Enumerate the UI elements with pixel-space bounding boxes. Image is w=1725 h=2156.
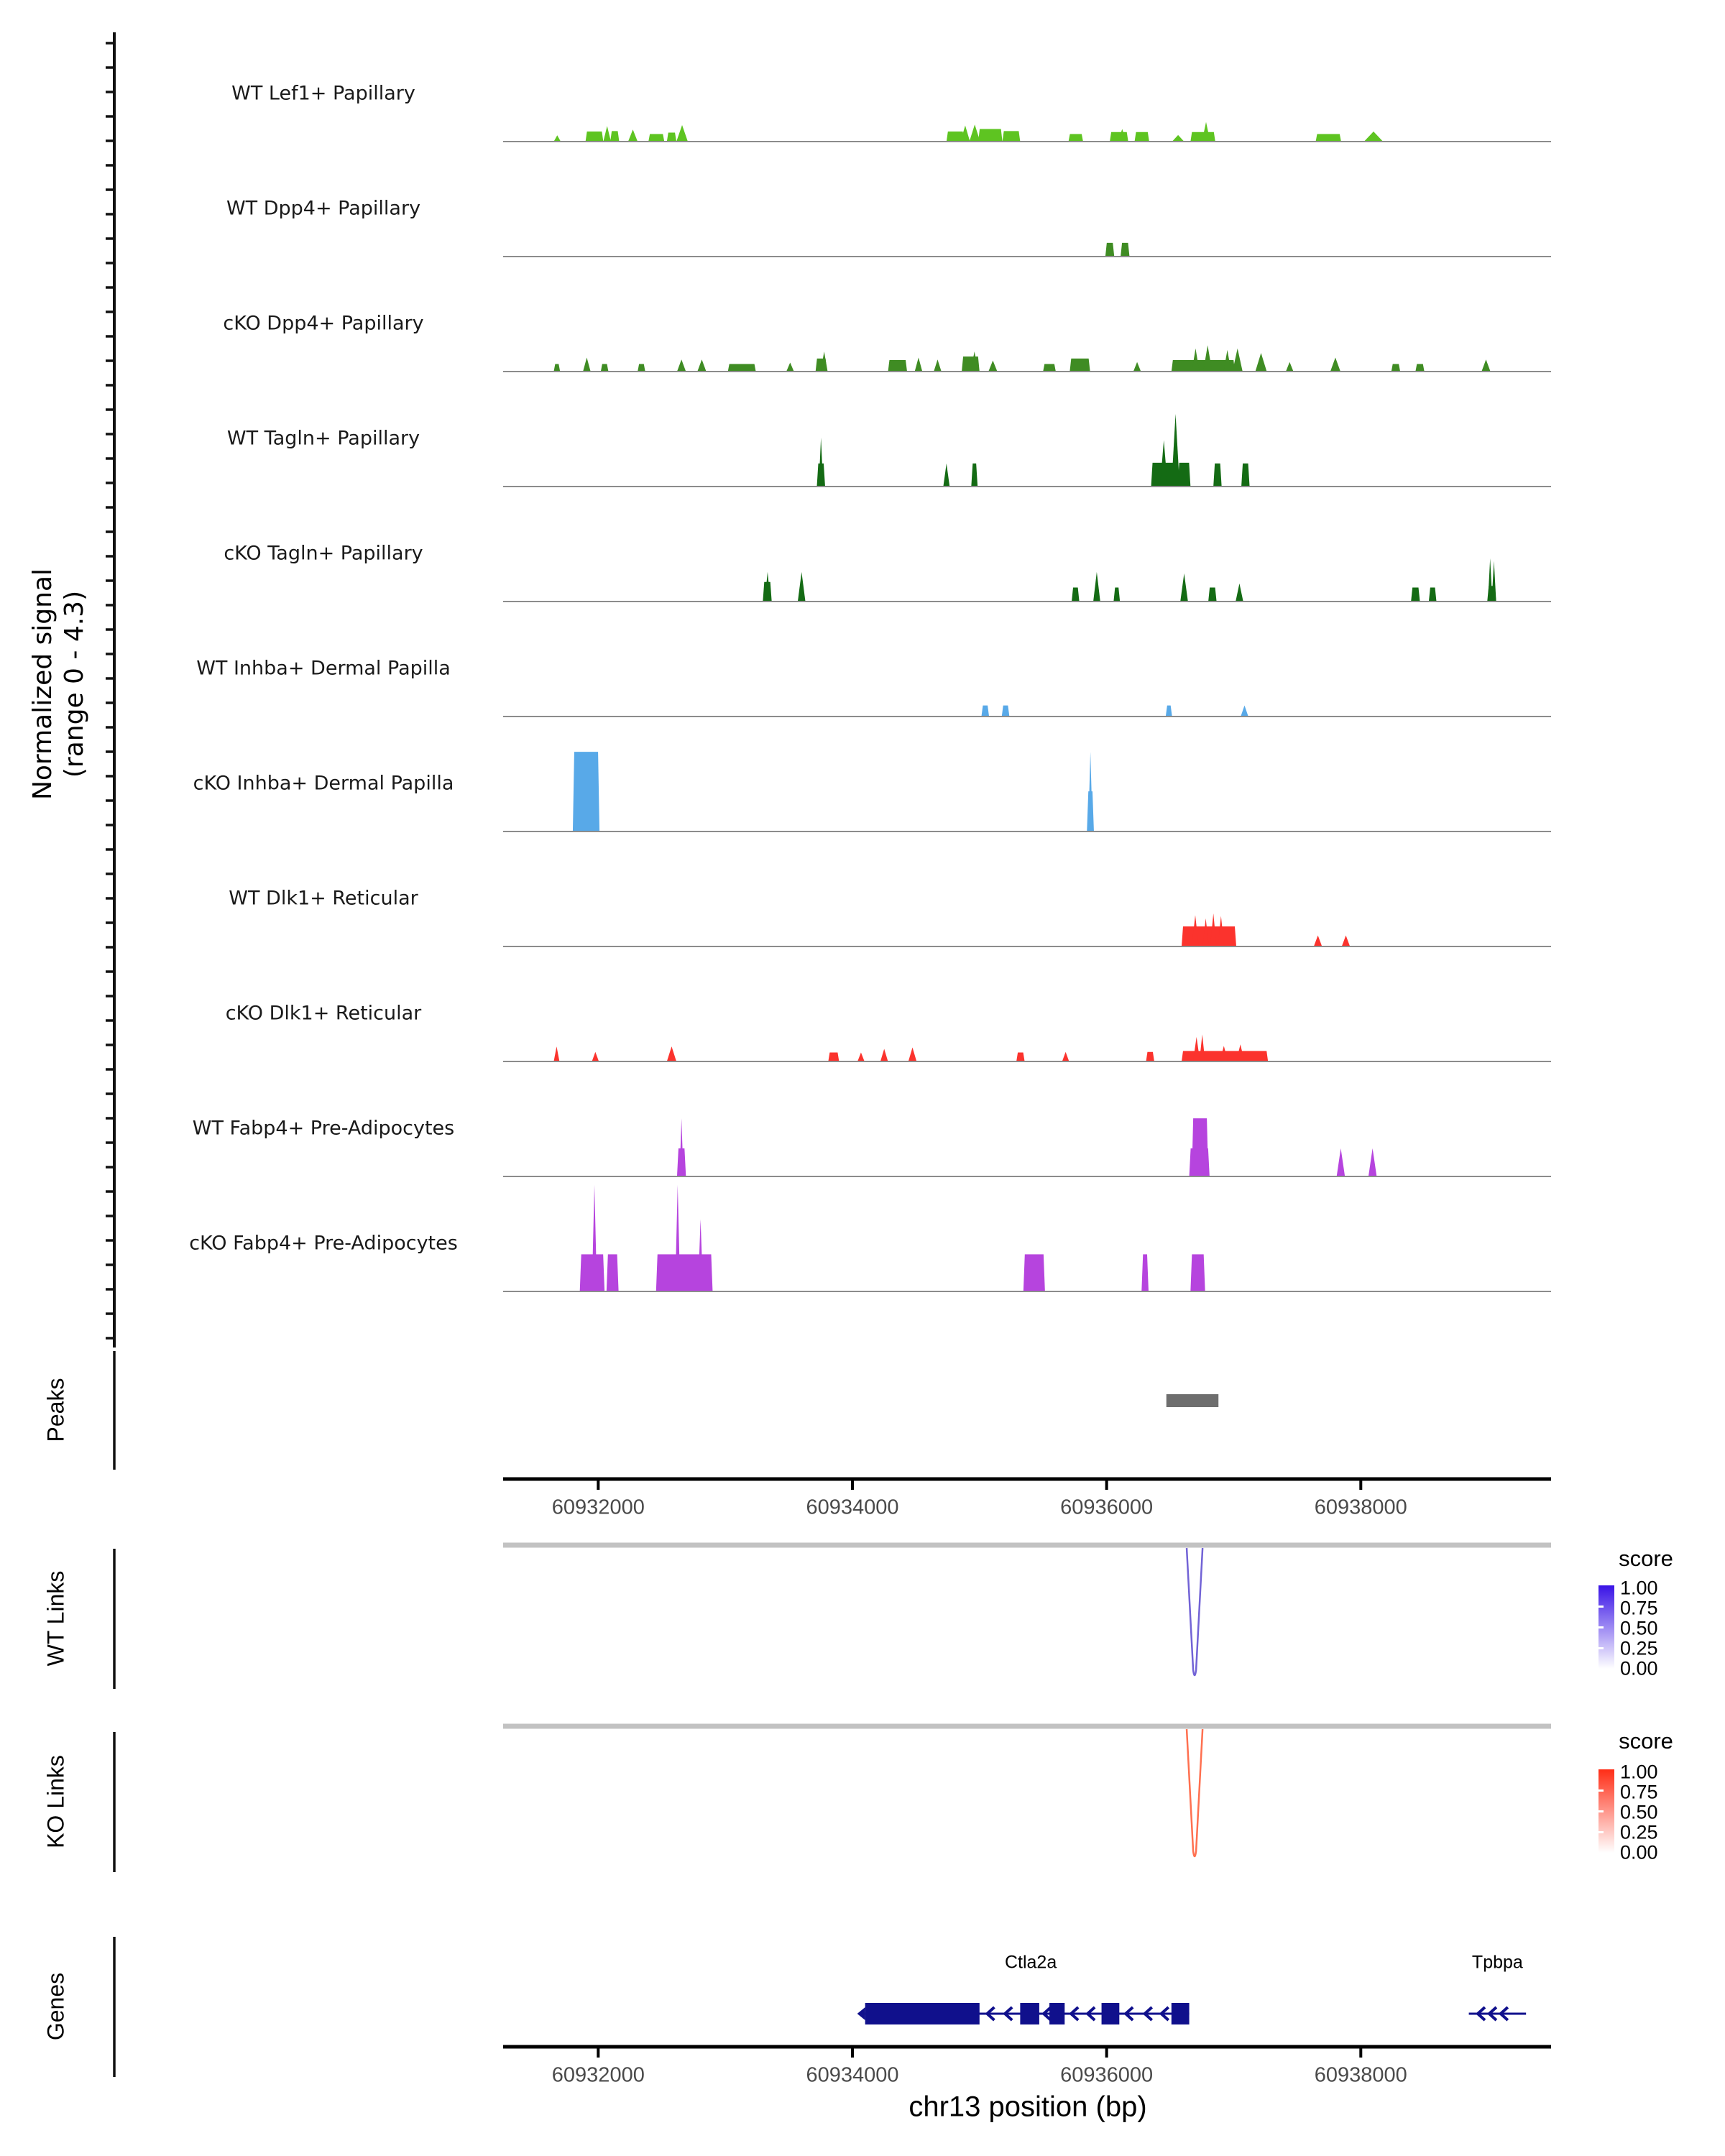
signal-peak [1491, 561, 1496, 602]
legend-wt-values-label-2: 0.50 [1620, 1617, 1658, 1639]
signal-track-7 [1182, 913, 1350, 946]
signal-peak [1342, 936, 1350, 946]
signal-peak [970, 124, 980, 142]
signal-peak [628, 129, 638, 142]
signal-peak [1182, 926, 1236, 946]
signal-track-6 [573, 752, 1094, 831]
signal-peak [1337, 1148, 1345, 1176]
signal-peak [697, 359, 706, 372]
legend-wt-values-label-0: 1.00 [1620, 1577, 1658, 1599]
signal-peak [607, 1254, 619, 1291]
signal-peak [1488, 558, 1492, 602]
peaks-axis-tick-label-2: 60936000 [1060, 1496, 1154, 1519]
signal-peak [888, 360, 907, 372]
signal-peak [586, 132, 604, 142]
signal-peak [978, 129, 1003, 142]
gene-label-ctla2a: Ctla2a [1004, 1952, 1057, 1973]
signal-peak [1024, 1254, 1045, 1291]
signal-peak [1133, 362, 1141, 372]
signal-peak [857, 1052, 865, 1061]
legend-wt-title: score [1619, 1546, 1673, 1571]
signal-peak [1208, 587, 1216, 602]
signal-peak [1213, 464, 1221, 487]
legend-gradient-tick [1598, 1831, 1604, 1833]
signal-peak [728, 364, 756, 372]
signal-peak [880, 1049, 888, 1061]
bottom-axis-tick-label-0: 60932000 [551, 2063, 645, 2087]
signal-track-10 [580, 1185, 1205, 1291]
bottom-axis-tick-label-1: 60934000 [806, 2063, 899, 2087]
signal-track-3 [816, 414, 1249, 487]
track-label-3: WT Tagln+ Papillary [226, 427, 420, 450]
signal-peak [943, 464, 949, 487]
legend-ko-values-label-2: 0.50 [1620, 1801, 1658, 1823]
section-label-wt-links: WT Links [42, 1570, 69, 1667]
y-axis-label [27, 568, 91, 800]
signal-peak [1113, 587, 1120, 602]
legend-wt-values-label-3: 0.25 [1620, 1637, 1658, 1659]
signal-peak [1316, 134, 1341, 142]
signal-peak [677, 359, 686, 372]
signal-peak [934, 359, 942, 372]
signal-peak [1411, 587, 1420, 602]
signal-peak [786, 362, 794, 372]
signal-peak [1241, 464, 1249, 487]
signal-peak [583, 357, 591, 372]
signal-peak [988, 361, 997, 372]
signal-track-9 [677, 1118, 1376, 1176]
signal-peak [1172, 135, 1184, 142]
legend-gradient-tick [1598, 1789, 1604, 1792]
signal-peak [592, 1052, 599, 1061]
signal-track-2 [553, 345, 1490, 372]
signal-peak [676, 125, 688, 142]
gene-direction-tip [857, 2007, 865, 2020]
track-label-6: cKO Inhba+ Dermal Papilla [193, 772, 454, 795]
signal-peak [675, 1185, 680, 1291]
signal-peak [1314, 936, 1322, 946]
signal-peak [1069, 134, 1083, 142]
legend-ko-values-label-4: 0.00 [1620, 1841, 1658, 1864]
signal-peak [1043, 364, 1056, 372]
bottom-axis-tick-label-2: 60936000 [1060, 2063, 1154, 2087]
signal-peak [1002, 706, 1010, 717]
signal-peak [553, 1046, 559, 1061]
signal-peak [971, 464, 978, 487]
section-label-ko-links: KO Links [42, 1755, 69, 1848]
legend-gradient-tick [1598, 1810, 1604, 1812]
signal-peak [1141, 1254, 1149, 1291]
signal-peak [603, 126, 611, 142]
legend-gradient-tick [1598, 1626, 1604, 1628]
signal-peak [1105, 243, 1114, 257]
peaks-axis-tick-label-1: 60934000 [806, 1496, 899, 1519]
signal-peak [1286, 362, 1294, 372]
legend-ko-title: score [1619, 1728, 1673, 1754]
x-axis-title: chr13 position (bp) [908, 2091, 1147, 2123]
signal-peak [1135, 132, 1149, 142]
signal-peak [648, 134, 664, 142]
legend-ko-values-label-1: 0.75 [1620, 1781, 1658, 1803]
signal-peak [1236, 584, 1243, 602]
signal-peak [679, 1118, 683, 1176]
signal-peak [1178, 463, 1191, 487]
signal-peak [638, 364, 645, 372]
track-label-8: cKO Dlk1+ Reticular [225, 1002, 422, 1025]
signal-peak [573, 752, 599, 831]
signal-peak [1003, 131, 1021, 142]
signal-peak [1200, 1034, 1205, 1061]
legend-ko-values-label-3: 0.25 [1620, 1821, 1658, 1843]
peaks-axis-tick-label-0: 60932000 [551, 1496, 645, 1519]
gene-label-tpbpa: Tpbpa [1471, 1952, 1523, 1973]
legend-gradient-tick [1598, 1647, 1604, 1649]
signal-peak [1368, 1148, 1376, 1176]
signal-peak [1256, 353, 1267, 372]
legend-wt-values-label-4: 0.00 [1620, 1657, 1658, 1680]
signal-peak [1016, 1052, 1024, 1061]
signal-track-4 [763, 558, 1496, 602]
y-axis-label-line2: (range 0 - 4.3) [60, 590, 89, 778]
track-label-4: cKO Tagln+ Papillary [224, 542, 423, 565]
signal-peak [667, 1046, 676, 1061]
track-label-7: WT Dlk1+ Reticular [229, 887, 418, 910]
signal-peak [1190, 1254, 1205, 1291]
signal-peak [1233, 349, 1243, 372]
signal-peak [610, 131, 619, 142]
signal-peak [1203, 345, 1212, 372]
signal-peak [1121, 243, 1129, 257]
signal-peak [1392, 364, 1400, 372]
signal-track-0 [553, 122, 1383, 142]
signal-peak [915, 357, 923, 372]
signal-peak [1330, 357, 1340, 372]
signal-peak [819, 438, 823, 487]
track-label-9: WT Fabp4+ Pre-Adipocytes [192, 1117, 455, 1140]
y-axis-label-line1: Normalized signal [28, 568, 58, 801]
signal-peak [981, 706, 989, 717]
signal-peak [1166, 706, 1172, 717]
peaks-axis-tick-label-3: 60938000 [1314, 1496, 1407, 1519]
signal-peak [553, 135, 561, 142]
signal-peak [1180, 573, 1188, 602]
signal-peak [1093, 572, 1100, 602]
signal-track-5 [981, 706, 1248, 717]
gene-exon [865, 2003, 980, 2024]
gene-exon [1102, 2003, 1120, 2024]
signal-peak [1241, 706, 1248, 717]
signal-peak [798, 572, 806, 602]
link-loop-0 [1187, 1548, 1202, 1675]
legend-wt-values-label-1: 0.75 [1620, 1597, 1658, 1619]
track-label-10: cKO Fabp4+ Pre-Adipocytes [189, 1232, 458, 1255]
legend-ko-values-label-0: 1.00 [1620, 1761, 1658, 1783]
signal-peak [1481, 359, 1490, 372]
legend-ko-gradient-bar [1598, 1769, 1614, 1853]
signal-peak [828, 1052, 839, 1061]
gene-exon [1172, 2003, 1190, 2024]
signal-peak [1062, 1052, 1070, 1061]
signal-track-8 [553, 1034, 1268, 1061]
gene-exon [1020, 2003, 1039, 2024]
signal-track-1 [1105, 243, 1130, 257]
section-label-genes: Genes [42, 1972, 69, 2041]
signal-peak [667, 132, 676, 142]
gene-exon [1049, 2003, 1064, 2024]
link-loop-1 [1187, 1729, 1202, 1856]
gene-ctla2a [857, 2003, 1190, 2024]
signal-peak [1193, 1037, 1200, 1061]
signal-peak [656, 1254, 713, 1291]
signal-peak [1364, 132, 1384, 142]
peak-region-bar [1167, 1394, 1219, 1407]
signal-peak [1070, 359, 1090, 372]
signal-peak [1415, 364, 1424, 372]
track-label-1: WT Dpp4+ Papillary [226, 197, 421, 220]
signal-peak [553, 364, 560, 372]
track-label-0: WT Lef1+ Papillary [231, 82, 415, 105]
signal-peak [1202, 122, 1210, 142]
section-label-peaks: Peaks [42, 1378, 69, 1442]
signal-peak [1192, 1118, 1208, 1176]
legend-gradient-tick [1598, 1606, 1604, 1608]
signal-peak [1429, 587, 1437, 602]
signal-peak [601, 364, 609, 372]
track-label-5: WT Inhba+ Dermal Papilla [196, 657, 451, 680]
track-label-2: cKO Dpp4+ Papillary [223, 312, 424, 335]
signal-peak [908, 1047, 916, 1061]
legend-wt-gradient-bar [1598, 1585, 1614, 1669]
bottom-axis-tick-label-3: 60938000 [1314, 2063, 1407, 2087]
signal-peak [1146, 1052, 1154, 1061]
gene-tpbpa [1469, 2007, 1527, 2020]
signal-peak [1072, 587, 1080, 602]
signal-peak [592, 1185, 597, 1291]
